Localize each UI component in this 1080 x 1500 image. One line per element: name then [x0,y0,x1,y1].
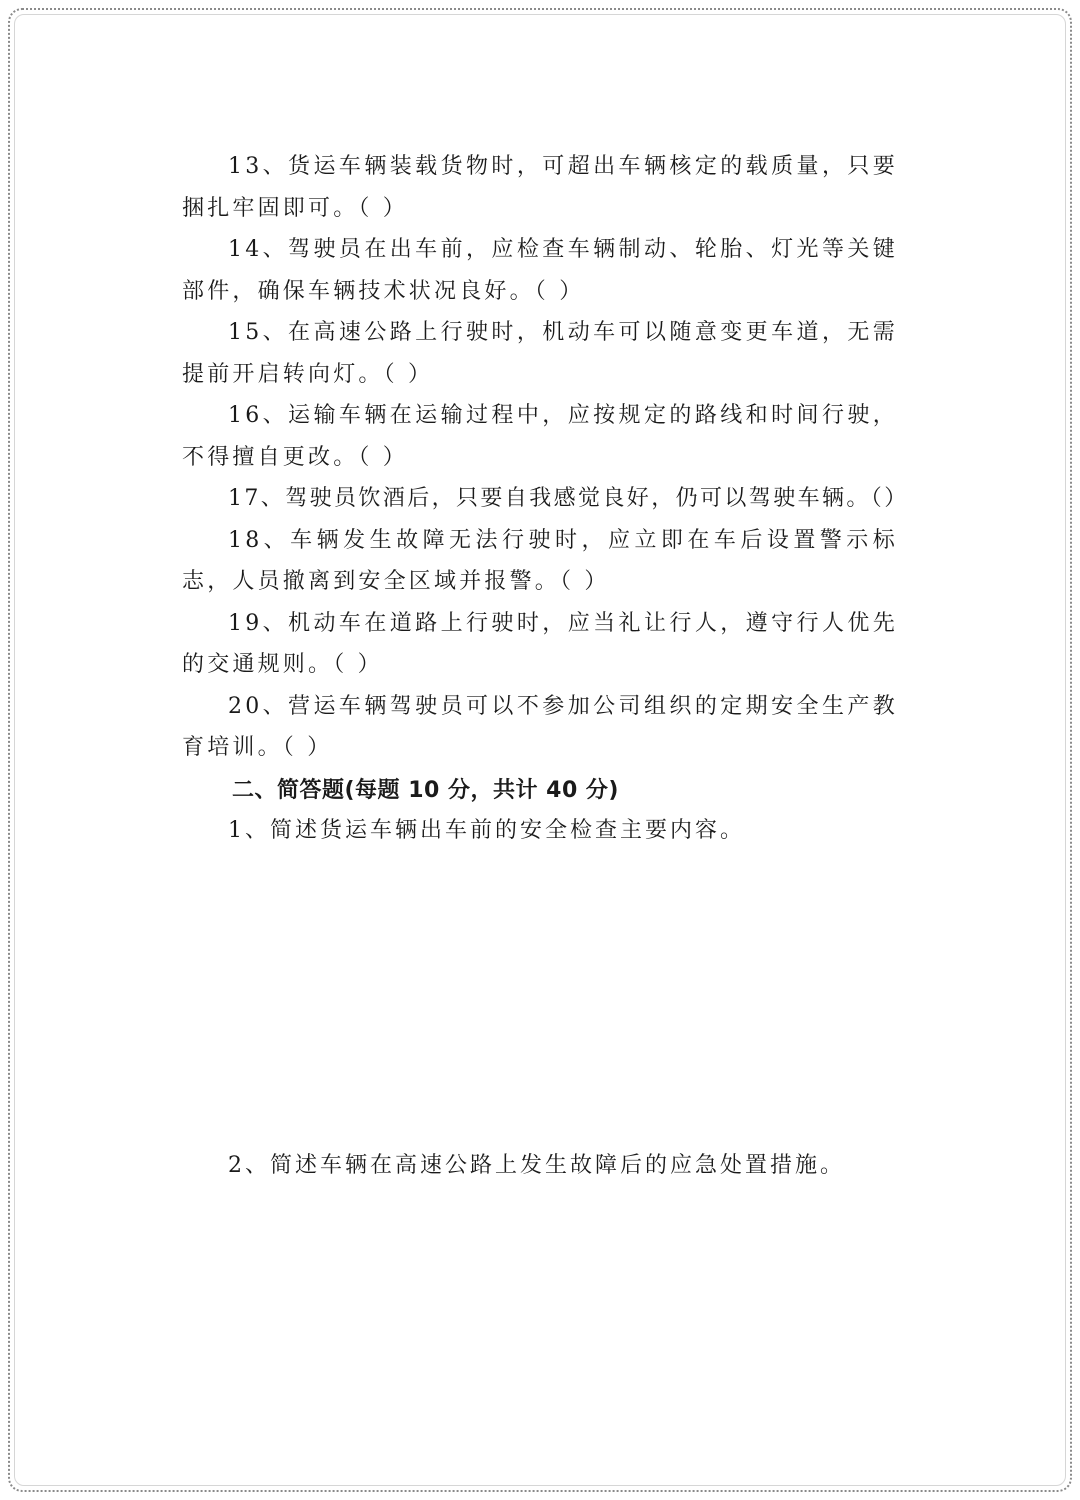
question-17: 17、驾驶员饮酒后，只要自我感觉良好，仍可以驾驶车辆。（） [228,486,909,511]
short-answer-question-1: 1、简述货运车辆出车前的安全检查主要内容。 [228,817,745,843]
question-15: 15、在高速公路上行驶时，机动车可以随意变更车道，无需提前开启转向灯。（ ） [182,320,898,387]
question-16: 16、运输车辆在运输过程中，应按规定的路线和时间行驶，不得擅自更改。（ ） [182,403,898,470]
exam-page-content [182,146,909,1481]
question-18: 18、车辆发生故障无法行驶时，应立即在车后设置警示标志，人员撤离到安全区域并报警。（ ） [182,527,898,594]
question-20: 20、营运车辆驾驶员可以不参加公司组织的定期安全生产教育培训。（ ） [182,693,898,760]
question-13: 13、货运车辆装载货物时，可超出车辆核定的载质量，只要捆扎牢固即可。（ ） [182,154,898,221]
section-title-short-answer: 二、简答题(每题 10 分，共计 40 分) [232,777,619,803]
question-19: 19、机动车在道路上行驶时，应当礼让行人，遵守行人优先的交通规则。（ ） [182,610,898,677]
question-14: 14、驾驶员在出车前，应检查车辆制动、轮胎、灯光等关键部件，确保车辆技术状况良好。（ ） [182,237,898,304]
answer-space-1[interactable] [182,851,898,1146]
short-answer-question-2: 2、简述车辆在高速公路上发生故障后的应急处置措施。 [228,1152,845,1178]
answer-space-2[interactable] [182,1186,898,1481]
